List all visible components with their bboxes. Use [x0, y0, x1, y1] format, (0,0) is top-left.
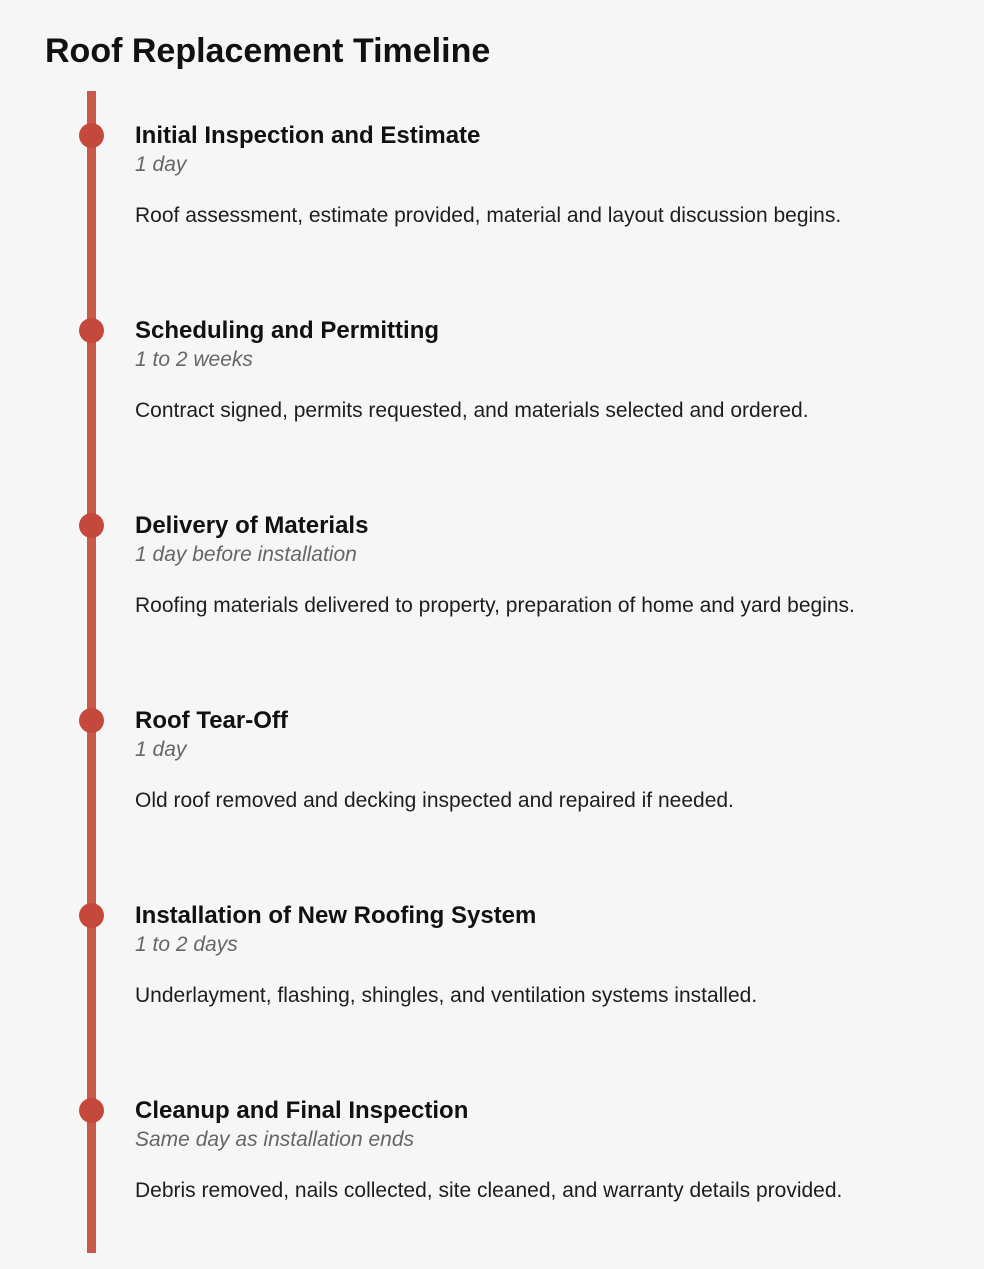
item-duration: Same day as installation ends — [135, 1128, 414, 1151]
timeline-item — [135, 1066, 958, 1261]
item-description: Roofing materials delivered to property, preparation of home and yard begins. — [135, 594, 855, 617]
item-duration: 1 to 2 weeks — [135, 348, 253, 371]
page-title: Roof Replacement Timeline — [45, 32, 491, 70]
timeline-dot — [79, 318, 104, 343]
timeline — [87, 91, 958, 1261]
item-description: Contract signed, permits requested, and materials selected and ordered. — [135, 399, 809, 422]
item-description: Underlayment, flashing, shingles, and ventilation systems installed. — [135, 984, 758, 1007]
timeline-dot — [79, 123, 104, 148]
item-title: Cleanup and Final Inspection — [135, 1097, 469, 1124]
timeline-dot — [79, 708, 104, 733]
item-duration: 1 to 2 days — [135, 933, 238, 956]
item-description: Roof assessment, estimate provided, material and layout discussion begins. — [135, 204, 842, 227]
item-description: Old roof removed and decking inspected and repaired if needed. — [135, 789, 734, 812]
item-title: Installation of New Roofing System — [135, 902, 537, 929]
timeline-item — [135, 676, 958, 871]
timeline-item — [135, 871, 958, 1066]
timeline-item — [135, 481, 958, 676]
timeline-item — [135, 286, 958, 481]
timeline-item — [135, 91, 958, 286]
item-title: Scheduling and Permitting — [135, 317, 440, 344]
item-duration: 1 day before installation — [135, 543, 357, 566]
item-description: Debris removed, nails collected, site cleaned, and warranty details provided. — [135, 1179, 843, 1202]
timeline-items — [135, 91, 958, 1261]
item-duration: 1 day — [135, 738, 187, 761]
item-title: Delivery of Materials — [135, 512, 369, 539]
timeline-dot — [79, 513, 104, 538]
timeline-line — [87, 91, 96, 1253]
item-duration: 1 day — [135, 153, 187, 176]
timeline-dot — [79, 1098, 104, 1123]
item-title: Initial Inspection and Estimate — [135, 122, 481, 149]
item-title: Roof Tear-Off — [135, 707, 288, 734]
timeline-dot — [79, 903, 104, 928]
